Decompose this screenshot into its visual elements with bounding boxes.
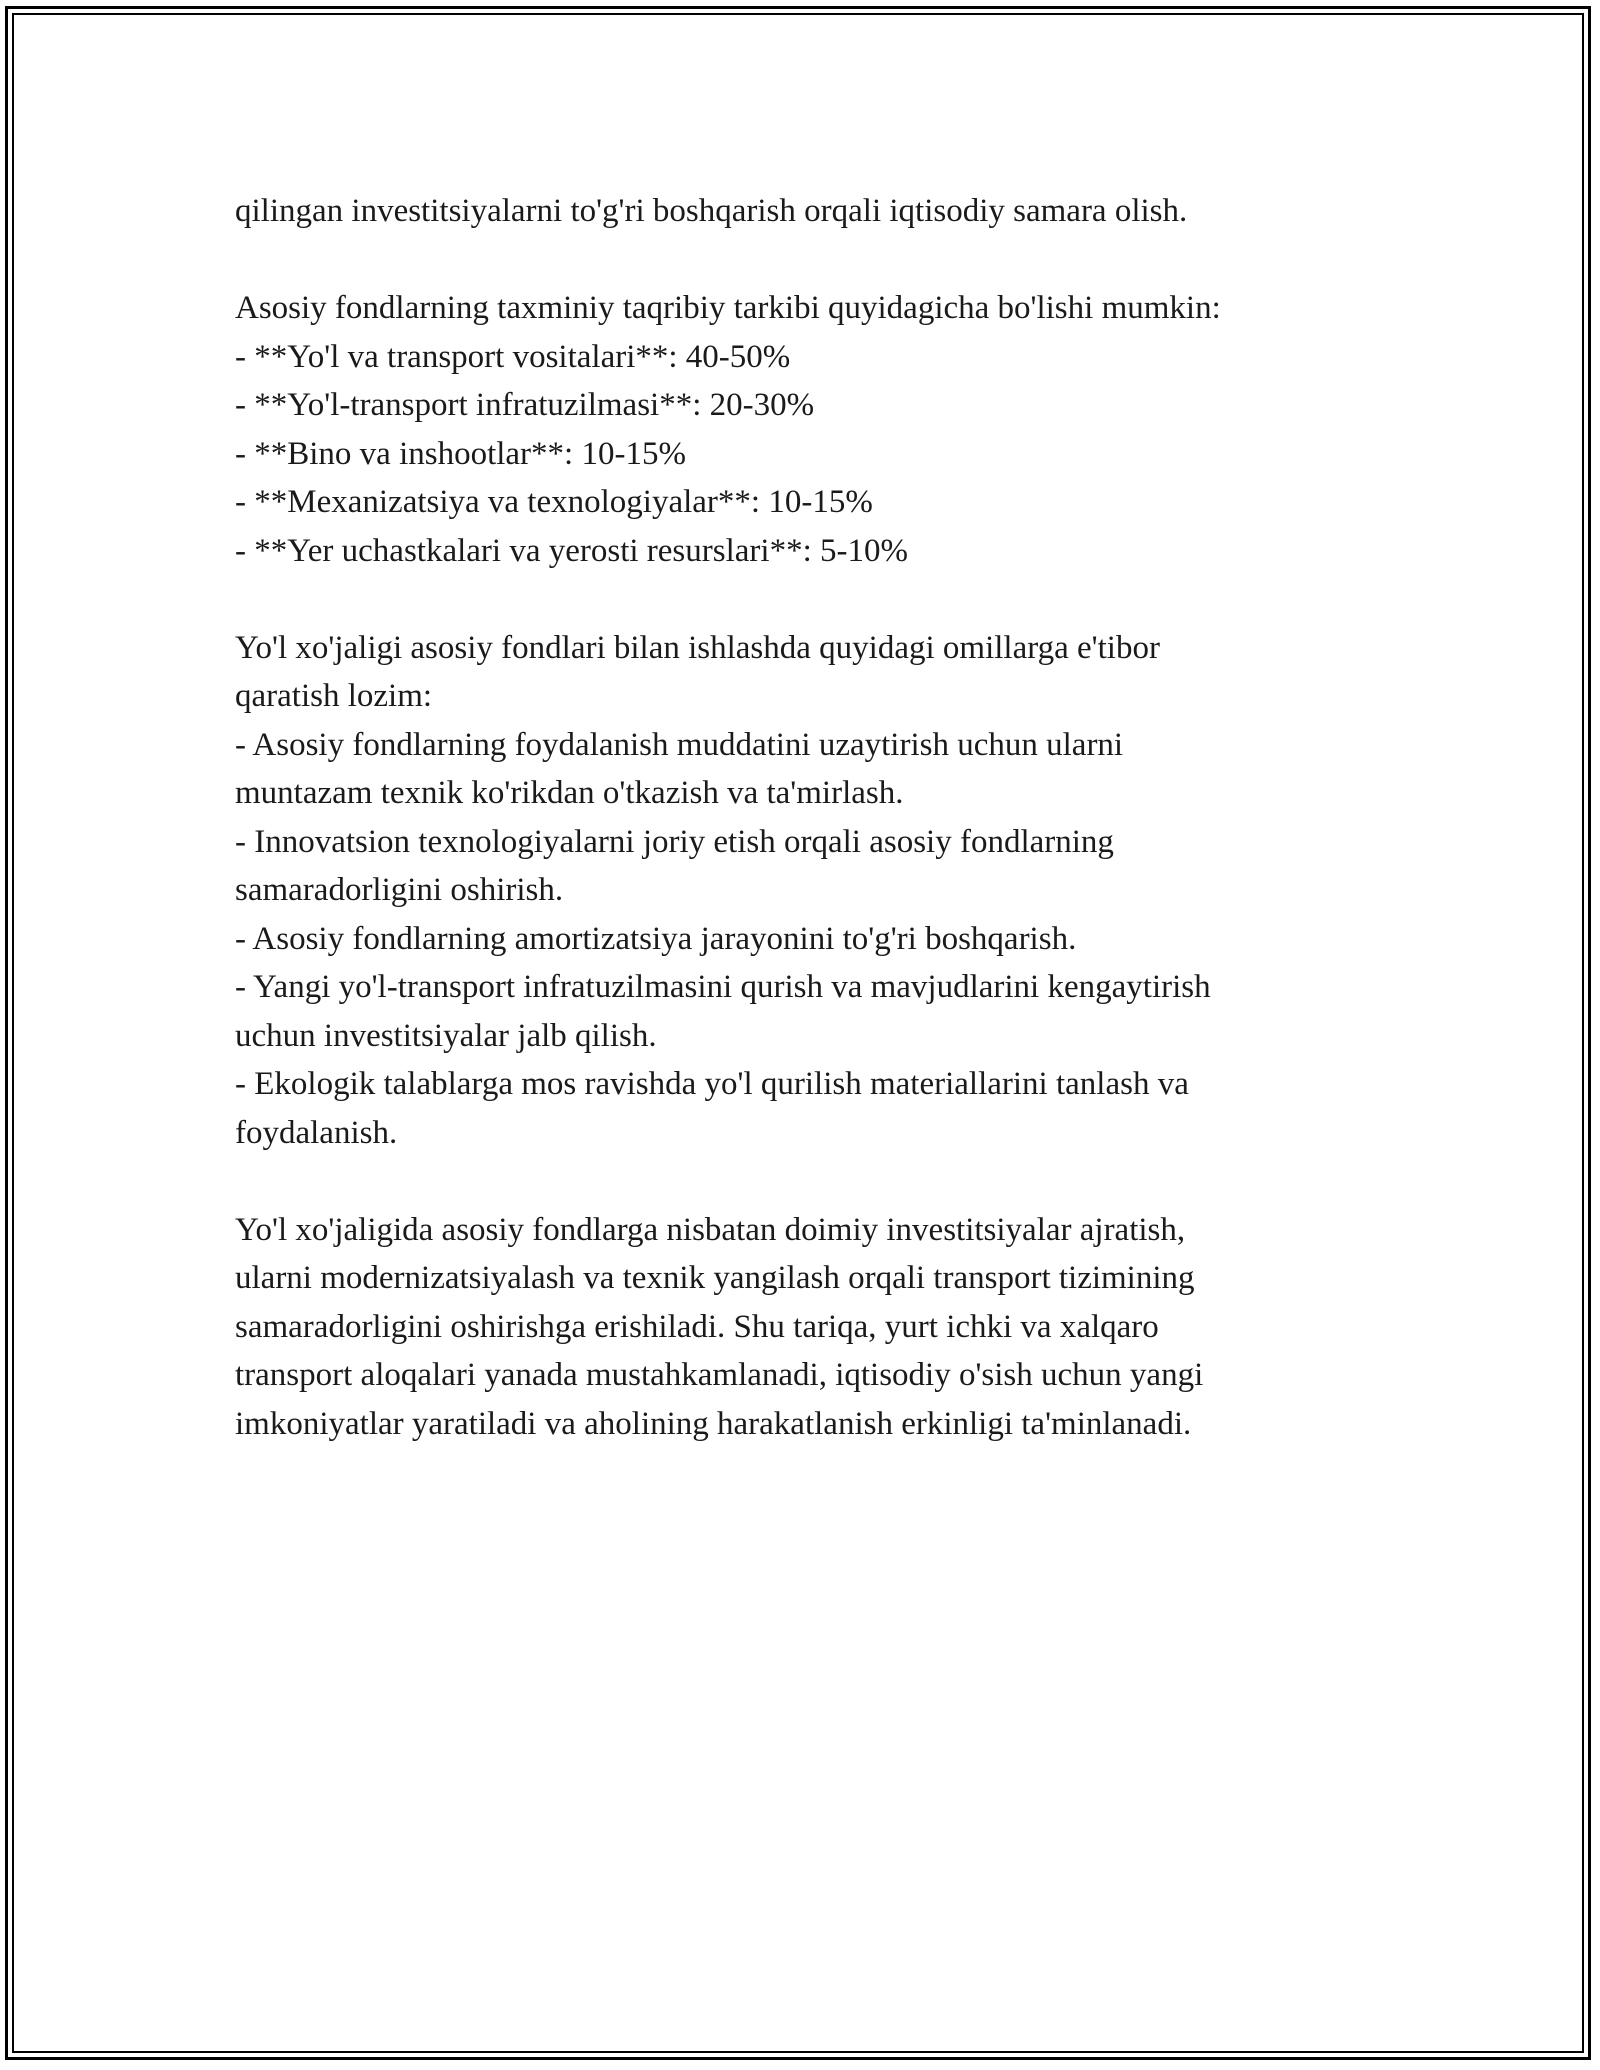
document-body [235,187,1355,1448]
factors-heading: qaratish lozim: [235,678,433,714]
list-item: - **Bino va inshootlar**: 10-15% [235,435,686,472]
list-item: - Asosiy fondlarning amortizatsiya jarayonini to'g'ri boshqarish. [235,920,1077,957]
list-item: - Yangi yo'l-transport infratuzilmasini qurish va mavjudlarini kengaytirish [235,969,1211,1005]
text-line: ularni modernizatsiyalash va texnik yangilash orqali transport tizimining [235,1260,1195,1296]
list-item: - **Yer uchastkalari va yerosti resurslari**: 5-10% [235,532,908,569]
paragraph-gap [235,236,1355,285]
list-item: - **Yo'l-transport infratuzilmasi**: 20-30% [235,387,815,423]
list-item: - **Yo'l va transport vositalari**: 40-50% [235,338,791,375]
list-item: - Ekologik talablarga mos ravishda yo'l qurilish materiallarini tanlash va [235,1066,1189,1102]
text-line: imkoniyatlar yaratiladi va aholining harakatlanish erkinligi ta'minlanadi. [235,1405,1192,1442]
composition-section [235,284,1355,575]
list-item: foydalanish. [235,1114,398,1151]
factors-heading: Yo'l xo'jaligi asosiy fondlari bilan ishlashda quyidagi omillarga e'tibor [235,629,1160,666]
factors-section [235,624,1355,1158]
list-item: samaradorligini oshirish. [235,872,564,908]
list-item: - Innovatsion texnologiyalarni joriy etish orqali asosiy fondlarning [235,823,1114,860]
paragraph-gap [235,1157,1355,1206]
list-item: muntazam texnik ko'rikdan o'tkazish va ta'mirlash. [235,775,904,811]
text-line: Yo'l xo'jaligida asosiy fondlarga nisbatan doimiy investitsiyalar ajratish, [235,1211,1186,1248]
paragraph-gap [235,575,1355,624]
intro-paragraph [235,187,1355,236]
composition-heading: Asosiy fondlarning taxminiy taqribiy tarkibi quyidagicha bo'lishi mumkin: [235,290,1221,326]
text-line: samaradorligini oshirishga erishiladi. Shu tariqa, yurt ichki va xalqaro [235,1308,1159,1345]
list-item: uchun investitsiyalar jalb qilish. [235,1017,657,1054]
list-item: - **Mexanizatsiya va texnologiyalar**: 10-15% [235,484,873,520]
text-line: transport aloqalari yanada mustahkamlanadi, iqtisodiy o'sish uchun yangi [235,1357,1204,1393]
list-item: - Asosiy fondlarning foydalanish muddatini uzaytirish uchun ularni [235,726,1124,763]
text-line: qilingan investitsiyalarni to'g'ri boshqarish orqali iqtisodiy samara olish. [235,193,1188,229]
conclusion-paragraph [235,1206,1355,1449]
